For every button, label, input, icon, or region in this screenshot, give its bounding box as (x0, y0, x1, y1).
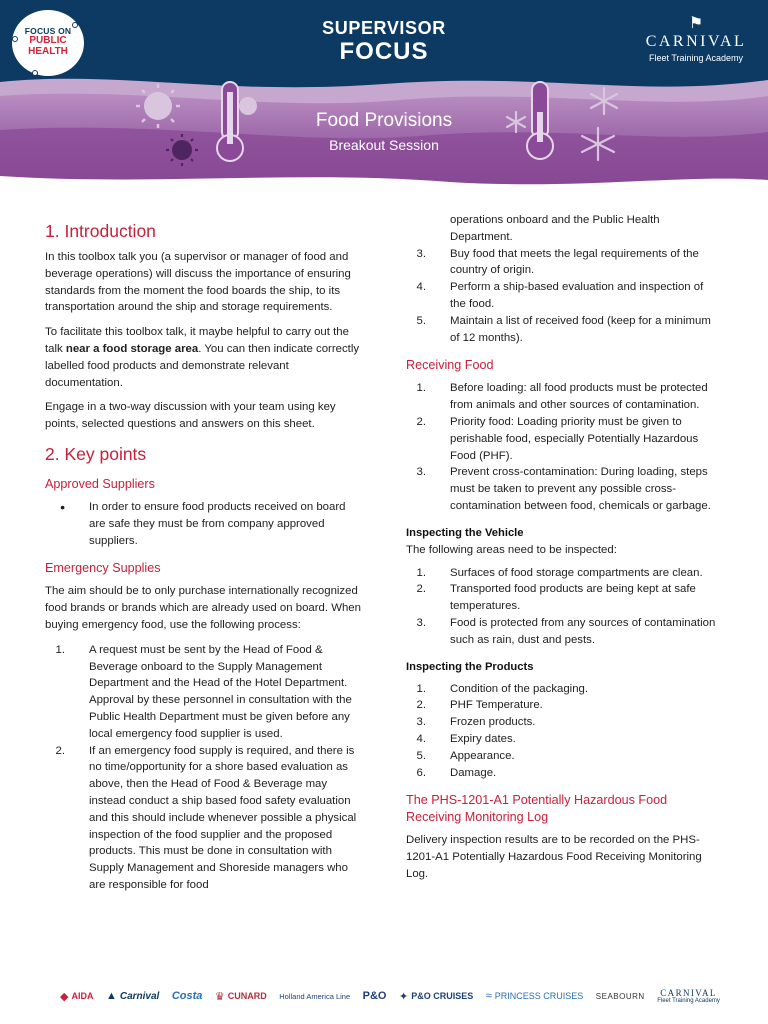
list-item (406, 681, 722, 698)
list-text: Transported food products are being kept at safe temperatures. (450, 583, 696, 613)
intro-paragraph-1: In this toolbox talk you (a supervisor or manager of food and beverage operations) will discuss the importance of ensuring standards from the moment the food boards the ship, to its transportation around the ship and storage requirements. (45, 251, 351, 314)
list-number: 1. (416, 682, 426, 695)
hal-label: Holland America Line (279, 991, 351, 1001)
footer-brand-strip (60, 976, 720, 1016)
list-item (406, 615, 722, 649)
list-item (406, 212, 722, 246)
carnival-fleet-academy-logo (657, 988, 720, 1004)
list-number: 2. (416, 699, 426, 712)
cunard-label: CUNARD (227, 991, 267, 1001)
inspecting-products-list (406, 681, 722, 782)
intro-p2-before: To facilitate this toolbox talk, it maybe helpful to carry out the talk (45, 326, 349, 355)
list-number: 4. (416, 281, 426, 294)
badge-line2: PUBLIC (29, 35, 67, 46)
right-column (406, 212, 722, 891)
carnival-label: Carnival (119, 990, 160, 1002)
cfta-sub: Fleet Training Academy (657, 998, 720, 1004)
lips-icon: ◆ (60, 990, 69, 1003)
list-text: Frozen products. (450, 716, 536, 729)
list-text: If an emergency food supply is required, and there is no time/opportunity for a shore based evaluation as above, then the Head of Food & Beverage may instead conduct a ship based food safety evaluation and this should include whenever possible a physical inspection of the food supplier and the proposed products. This must be done in consultation with Supply Management and Shoreside managers who are responsible for food (89, 744, 357, 891)
list-number: 4. (416, 732, 426, 745)
emergency-supplies-heading: Emergency Supplies (45, 561, 161, 576)
badge-dot (72, 22, 78, 28)
po-cruises-logo (399, 990, 473, 1003)
carnival-name: CARNIVAL (645, 33, 747, 50)
list-item (406, 697, 722, 714)
badge-dot (32, 70, 38, 76)
list-number: 3. (416, 716, 426, 729)
list-text: Perform a ship-based evaluation and inspection of the food. (450, 281, 704, 310)
list-text: Damage. (450, 766, 497, 779)
list-item (406, 313, 722, 347)
approved-suppliers-list (45, 499, 365, 549)
emergency-steps-list (45, 642, 365, 894)
list-text: Buy food that meets the legal requirements of the country of origin. (450, 247, 699, 277)
list-text: Appearance. (450, 749, 515, 762)
inspecting-products-heading: Inspecting the Products (406, 660, 534, 673)
intro-paragraph-3: Engage in a two-way discussion with your team using key points, selected questions and answers on this sheet. (45, 401, 336, 431)
list-number: 1. (416, 566, 426, 579)
aida-label: AIDA (71, 991, 94, 1001)
pocruises-label: P&O CRUISES (411, 991, 474, 1001)
intro-heading: 1. Introduction (45, 221, 156, 241)
list-item (45, 743, 365, 894)
list-number: 2. (416, 583, 426, 596)
focus-on-public-health-badge (12, 10, 84, 76)
list-item (406, 279, 722, 313)
list-number: 2. (416, 415, 426, 428)
left-column (45, 210, 365, 900)
page-subtitle: Breakout Session (329, 137, 439, 153)
badge-dot (12, 36, 18, 42)
receiving-food-list (406, 380, 722, 514)
list-item (406, 765, 722, 782)
cfta-name: CARNIVAL (660, 988, 717, 998)
list-number: 5. (416, 749, 426, 762)
list-text: operations onboard and the Public Health Department. (450, 214, 660, 243)
phs-log-heading: The PHS-1201-A1 Potentially Hazardous Food Receiving Monitoring Log (406, 793, 668, 825)
list-text: Priority food: Loading priority must be given to perishable food, especially Potentially Hazardous Food (PHF). (450, 415, 699, 462)
list-item (406, 581, 722, 615)
badge-line3: HEALTH (28, 46, 68, 57)
list-item (406, 380, 722, 414)
costa-label: Costa (171, 990, 203, 1002)
inspecting-vehicle-heading: Inspecting the Vehicle (406, 526, 524, 539)
po-label: P&O (362, 990, 387, 1002)
list-item (406, 414, 722, 464)
princess-logo (486, 990, 584, 1002)
carnival-sub: Fleet Training Academy (648, 53, 744, 63)
crown-icon: ♛ (214, 990, 225, 1003)
list-number: 5. (416, 314, 426, 327)
header-banner (0, 0, 768, 188)
list-number: 3. (416, 466, 426, 479)
list-text: Expiry dates. (450, 732, 516, 745)
receiving-food-heading: Receiving Food (406, 358, 494, 373)
list-item (45, 499, 365, 549)
inspecting-vehicle-intro: The following areas need to be inspected: (406, 543, 617, 556)
po-logo (363, 990, 387, 1002)
wave-icon: ≈ (485, 990, 492, 1002)
list-number: 1. (55, 643, 65, 656)
list-item (406, 246, 722, 280)
carnival-cruise-logo (106, 990, 159, 1002)
list-text: Food is protected from any sources of contamination such as rain, dust and pests. (450, 616, 716, 646)
approved-suppliers-text: In order to ensure food products received on board are safe they must be from company approved suppliers. (89, 500, 346, 547)
list-item (406, 731, 722, 748)
inspecting-vehicle-list (406, 565, 722, 649)
list-number: 3. (416, 616, 426, 629)
list-number: 3. (416, 247, 426, 260)
brand-supervisor: SUPERVISOR (322, 18, 446, 38)
list-number: 1. (416, 382, 426, 395)
keypoints-heading: 2. Key points (45, 443, 147, 464)
costa-logo (172, 990, 203, 1002)
intro-p2-bold: near a food storage area (65, 342, 199, 355)
list-text: Condition of the packaging. (450, 682, 589, 695)
list-text: Surfaces of food storage compartments are clean. (450, 566, 703, 579)
funnel-icon: ⚑ (688, 15, 704, 32)
intro-paragraph-2 (45, 324, 365, 391)
bullet-icon: • (60, 498, 65, 515)
seabourn-logo (596, 992, 645, 1001)
cunard-logo (215, 990, 267, 1003)
list-item (406, 565, 722, 582)
star-icon: ✦ (398, 990, 409, 1003)
approved-suppliers-heading: Approved Suppliers (45, 476, 155, 491)
princess-label: PRINCESS CRUISES (494, 991, 584, 1001)
emergency-steps-continued (406, 212, 722, 346)
aida-logo (60, 990, 93, 1003)
brand-focus: FOCUS (339, 38, 429, 65)
intro-p2-after: . You can then indicate correctly labelled food products and demonstrate relevant documentation. (45, 342, 360, 389)
list-text: A request must be sent by the Head of Food & Beverage onboard to the Supply Management Department and the Head of the Hotel Department. Approval by these personnel in consultation with the Public Health Department must be given before any local emergency food supplier is used. (89, 643, 352, 740)
list-text: Before loading: all food products must be protected from animals and other sources of contamination. (450, 382, 708, 412)
page-title: Food Provisions (315, 110, 453, 131)
seabourn-label: SEABOURN (595, 991, 645, 1001)
carnival-logo (638, 16, 754, 63)
funnel-icon: ▲ (105, 990, 117, 1002)
list-number: 6. (416, 766, 426, 779)
list-item (406, 714, 722, 731)
list-item (406, 464, 722, 514)
list-item (406, 748, 722, 765)
list-text: Prevent cross-contamination: During loading, steps must be taken to prevent any possible cross-contamination between food, chemicals or garbage. (450, 466, 711, 512)
list-number (406, 212, 450, 246)
emergency-paragraph: The aim should be to only purchase internationally recognized food brands or brands which are already used on board. When buying emergency food, use the following process: (45, 585, 361, 631)
list-item (45, 642, 365, 743)
badge-line1: FOCUS ON (24, 26, 72, 36)
list-number: 2. (55, 744, 65, 757)
list-text: PHF Temperature. (450, 699, 543, 712)
holland-america-logo (279, 992, 350, 1001)
phs-log-paragraph: Delivery inspection results are to be recorded on the PHS-1201-A1 Potentially Hazardous Food Receiving Monitoring Log. (406, 834, 702, 880)
list-text: Maintain a list of received food (keep for a minimum of 12 months). (450, 314, 711, 344)
